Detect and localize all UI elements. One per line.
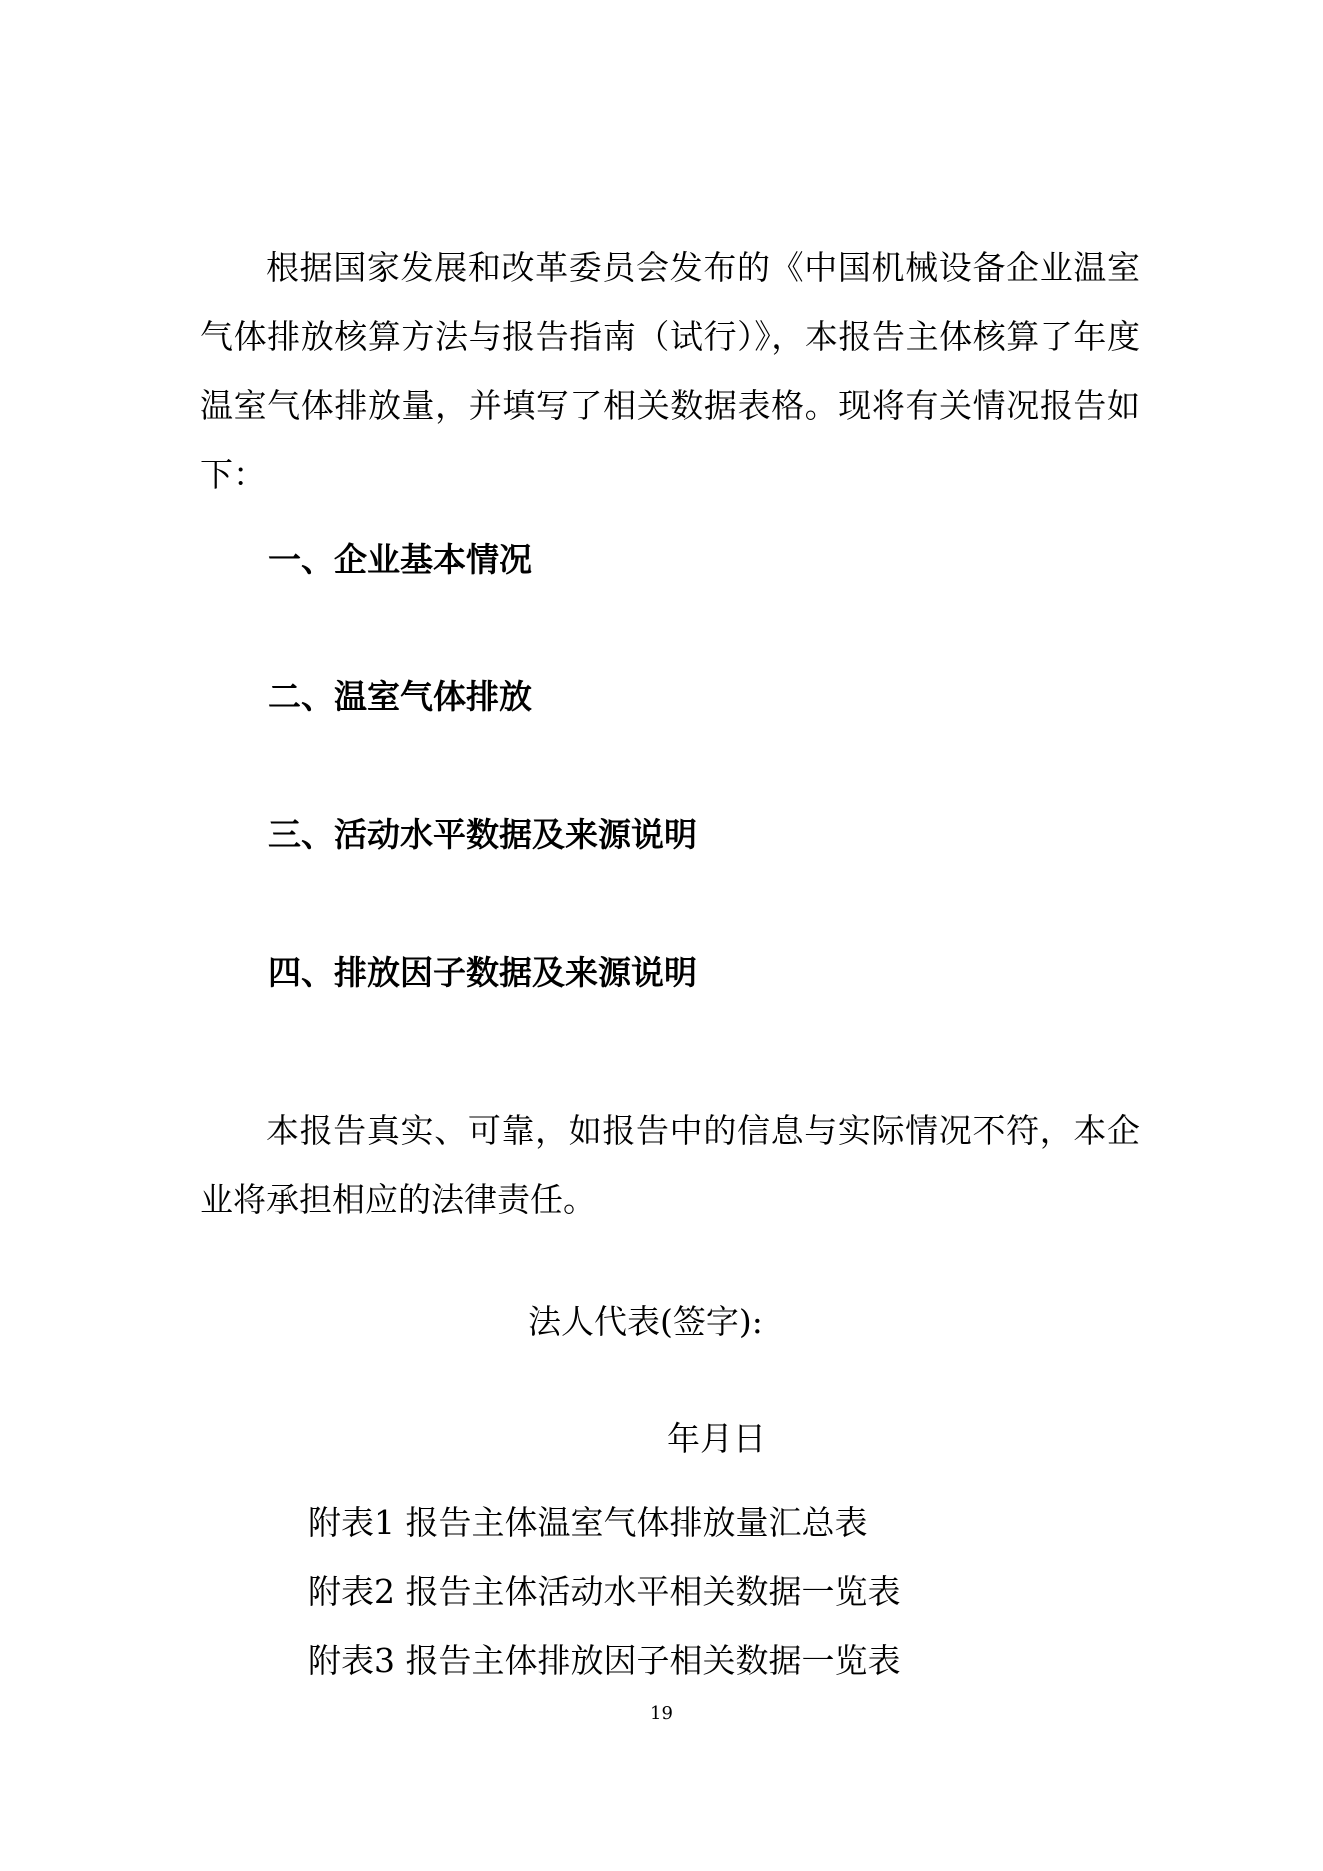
- section-heading-3: 三、活动水平数据及来源说明: [268, 815, 697, 854]
- attachment-3: 附表3 报告主体排放因子相关数据一览表: [308, 1641, 901, 1680]
- section-heading-1: 一、企业基本情况: [268, 540, 532, 579]
- legal-representative-signature: 法人代表(签字):: [528, 1302, 763, 1341]
- declaration-paragraph: 本报告真实、可靠，如报告中的信息与实际情况不符，本企业将承担相应的法律责任。: [200, 1111, 1140, 1219]
- section-heading-2: 二、温室气体排放: [268, 677, 532, 716]
- attachment-2: 附表2 报告主体活动水平相关数据一览表: [308, 1572, 901, 1611]
- date-line: 年月日: [667, 1419, 766, 1458]
- intro-paragraph: 根据国家发展和改革委员会发布的《中国机械设备企业温室气体排放核算方法与报告指南（试行）》，本报告主体核算了年度温室气体排放量，并填写了相关数据表格。现将有关情况报告如下：: [200, 248, 1140, 494]
- page-number: 19: [650, 1703, 673, 1724]
- attachment-1: 附表1 报告主体温室气体排放量汇总表: [308, 1503, 868, 1542]
- section-heading-4: 四、排放因子数据及来源说明: [268, 953, 697, 992]
